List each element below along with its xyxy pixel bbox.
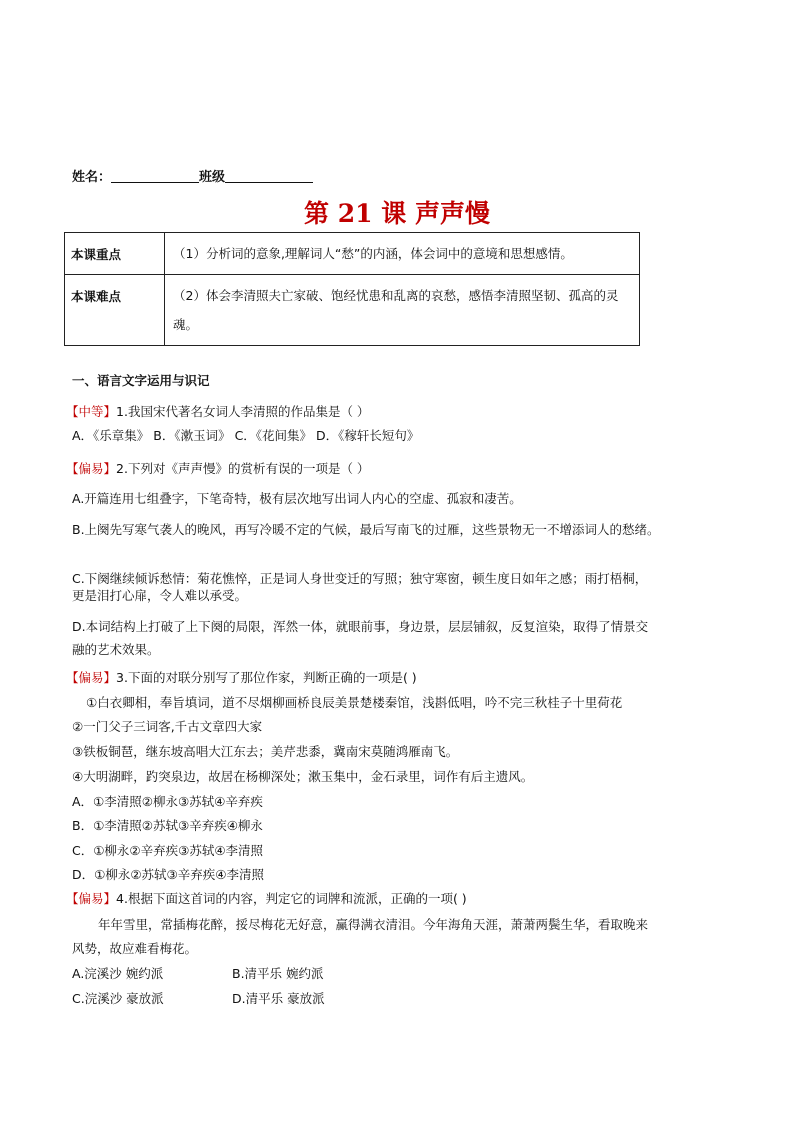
table-head-cell: 本课重点 bbox=[65, 233, 165, 275]
page-title: 第 21 课 声声慢 bbox=[304, 199, 490, 228]
poem-line-1: 年年雪里，常插梅花醉，挼尽梅花无好意，赢得满衣清泪。今年海角天涯，萧萧两鬓生华，看取晚来 bbox=[98, 917, 649, 932]
table-row bbox=[65, 275, 640, 346]
table-content-cell: （1）分析词的意象,理解词人“愁”的内涵，体会词中的意境和思想感情。 bbox=[165, 233, 640, 275]
question-options: A．《乐章集》 B．《漱玉词》 C．《花间集》 D．《稼轩长短句》 bbox=[72, 428, 420, 443]
question-stem: 1.我国宋代著名女词人李清照的作品集是（ ） bbox=[116, 404, 370, 419]
name-blank bbox=[111, 171, 199, 183]
difficulty-tag: 【中等】 bbox=[66, 404, 117, 419]
question-1 bbox=[66, 402, 369, 420]
option-b: B．①李清照②苏轼③辛弃疾④柳永 bbox=[72, 818, 263, 833]
option-d: D.本词结构上打破了上下阕的局限，浑然一体，就眼前事，身边景，层层铺叙，反复渲染，取得了情景交 bbox=[72, 619, 649, 634]
option-a: A.开篇连用七组叠字，下笔奇特，极有层次地写出词人内心的空虚、孤寂和凄苦。 bbox=[72, 491, 522, 506]
couplet-2: ②一门父子三词客,千古文章四大家 bbox=[72, 719, 263, 734]
question-stem: 2.下列对《声声慢》的赏析有误的一项是（ ） bbox=[116, 461, 370, 476]
option-d-cont: 融的艺术效果。 bbox=[72, 642, 160, 657]
option-b: B.上阕先写寒气袭人的晚风，再写冷暖不定的气候，最后写南飞的过雁，这些景物无一不增添词人的愁绪。 bbox=[72, 522, 660, 537]
option-c-cont: 更是泪打心扉，令人难以承受。 bbox=[72, 588, 248, 603]
section-heading: 一、语言文字运用与识记 bbox=[72, 373, 210, 388]
option-c: C.浣溪沙 豪放派 bbox=[72, 991, 164, 1006]
lesson-goals-table bbox=[64, 232, 640, 346]
table-row bbox=[65, 233, 640, 275]
class-blank bbox=[225, 171, 313, 183]
table-content-cell: （2）体会李清照夫亡家破、饱经忧患和乱离的哀愁，感悟李清照坚韧、孤高的灵魂。 bbox=[165, 275, 640, 346]
question-3 bbox=[66, 668, 417, 686]
option-d: D．①柳永②苏轼③辛弃疾④李清照 bbox=[72, 867, 264, 882]
poem-line-2: 风势，故应难看梅花。 bbox=[72, 941, 198, 956]
option-a: A．①李清照②柳永③苏轼④辛弃疾 bbox=[72, 794, 263, 809]
option-b: B.清平乐 婉约派 bbox=[232, 966, 324, 981]
difficulty-tag: 【偏易】 bbox=[66, 670, 117, 685]
class-label: 班级 bbox=[199, 170, 226, 185]
question-stem: 3.下面的对联分别写了那位作家，判断正确的一项是( ) bbox=[116, 670, 417, 685]
difficulty-tag: 【偏易】 bbox=[66, 461, 117, 476]
couplet-4: ④大明湖畔，趵突泉边，故居在杨柳深处；漱玉集中，金石录里，词作有后主遗风。 bbox=[72, 769, 534, 784]
name-label: 姓名： bbox=[72, 170, 112, 185]
option-d: D.清平乐 豪放派 bbox=[232, 991, 325, 1006]
question-4 bbox=[66, 889, 467, 907]
option-c: C．①柳永②辛弃疾③苏轼④李清照 bbox=[72, 843, 264, 858]
couplet-3: ③铁板铜琶，继东坡高唱大江东去；美芹悲黍，冀南宋莫随鸿雁南飞。 bbox=[72, 744, 459, 759]
student-info-line bbox=[72, 166, 313, 185]
option-a: A.浣溪沙 婉约派 bbox=[72, 966, 164, 981]
question-2 bbox=[66, 459, 369, 477]
difficulty-tag: 【偏易】 bbox=[66, 891, 117, 906]
option-c: C.下阕继续倾诉愁情：菊花憔悴，正是词人身世变迁的写照；独守寒窗，顿生度日如年之感；雨打梧桐， bbox=[72, 571, 648, 586]
table-head-cell: 本课难点 bbox=[65, 275, 165, 346]
couplet-1: ①白衣卿相，奉旨填词，道不尽烟柳画桥良辰美景楚楼秦馆，浅斟低唱，吟不完三秋桂子十里荷花 bbox=[86, 695, 623, 710]
question-stem: 4.根据下面这首词的内容，判定它的词牌和流派，正确的一项( ) bbox=[116, 891, 467, 906]
